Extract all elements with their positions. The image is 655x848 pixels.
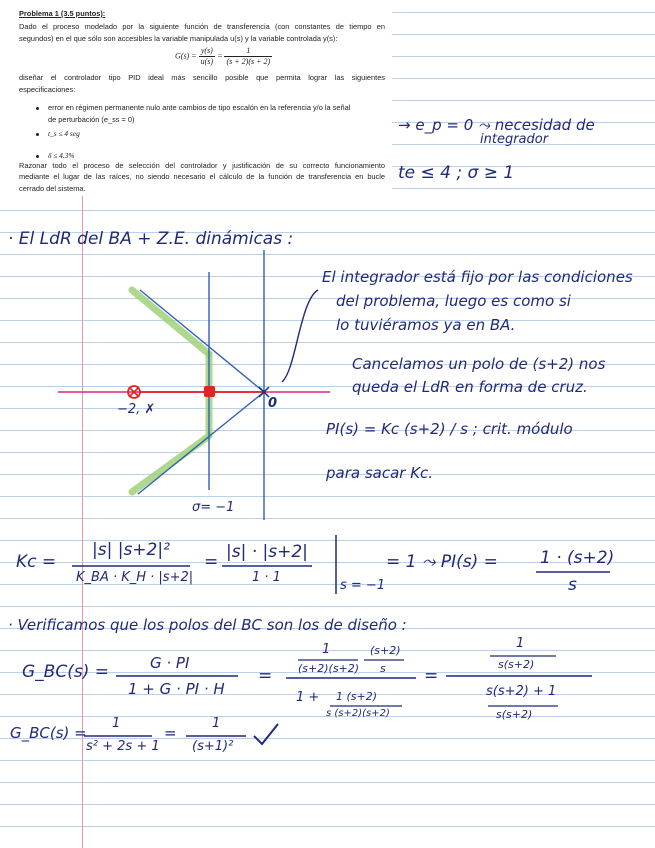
spec-1-line-1: error en régimen permanente nulo ante cambios de tipo escalón en la referencia y/o la señal [48, 103, 351, 112]
spec-2: t_s ≤ 4 seg [48, 129, 80, 138]
final-numerator-2: 1 [212, 716, 221, 731]
label-sigma: σ= −1 [192, 500, 235, 515]
kc-denominator-2: 1 · 1 [252, 570, 281, 585]
kc-denominator-1: K_BA · K_H · |s+2| [76, 570, 194, 585]
heading-verification: · Verificamos que los polos del BC son los de diseño : [8, 616, 407, 634]
reason-line-3: cerrado del sistema. [19, 184, 86, 193]
reason-line-2: mediante el lugar de las raíces, no siendo necesario el cálculo de la función de transferencia en bucle [19, 172, 385, 181]
design-line-1: diseñar el controlador tipo PID ideal más sencillo posible que permita lograr las siguientes [19, 73, 385, 82]
explanation-line-4: Cancelamos un polo de (s+2) nos [352, 355, 606, 373]
reason-line-1: Razonar todo el proceso de selección del controlador y justificación de su correcto funcionamiento [19, 161, 385, 170]
final-lhs: G_BC(s) = [10, 724, 87, 742]
explanation-kc: para sacar Kc. [326, 464, 434, 482]
gbc-equals-2: = [424, 666, 439, 686]
label-minus-two: −2, ✗ [117, 402, 156, 417]
design-point [204, 386, 215, 397]
pi-numerator: 1 · (s+2) [540, 548, 615, 568]
tf-lhs: G(s) = [175, 51, 197, 61]
tf-denominator-2: (s + 2)(s + 2) [226, 57, 271, 66]
explanation-line-3: lo tuviéramos ya en BA. [336, 316, 516, 334]
spec-1-line-2: de perturbación (e_ss = 0) [48, 115, 135, 124]
gbc-n2-b: (s+2)(s+2) [298, 662, 360, 675]
pi-denominator: s [568, 575, 577, 595]
gbc-d3: s(s+2) + 1 [486, 684, 557, 699]
label-origin: 0 [268, 396, 278, 411]
final-numerator-1: 1 [112, 716, 121, 731]
explanation-line-2: del problema, luego es como si [336, 292, 571, 310]
explanation-line-5: queda el LdR en forma de cruz. [352, 378, 588, 396]
gbc-d2: 1 + [296, 690, 320, 705]
kc-equals-1: = [204, 552, 219, 572]
tf-equals: = [217, 51, 223, 61]
tf-numerator-2: 1 [224, 46, 272, 57]
check-mark [254, 724, 278, 744]
rl-branch-highlight-lower [132, 436, 209, 492]
rl-branch-lower [138, 392, 264, 494]
problem-intro-line-2: segundos) en el que sólo son accesibles la variable manipulada u(s) y la variable controlada y(s): [19, 34, 338, 43]
final-equals: = [164, 724, 177, 742]
note-arrow [282, 290, 318, 382]
gbc-numerator: G · PI [150, 654, 190, 672]
kc-numerator-2: |s| · |s+2| [226, 542, 308, 562]
gbc-n2-a: 1 [322, 642, 331, 657]
final-denominator-1: s² + 2s + 1 [86, 739, 160, 754]
kc-lhs: Kc = [16, 552, 57, 572]
tf-denominator-1: u(s) [200, 57, 214, 66]
kc-evaluation: s = −1 [340, 578, 386, 593]
note-integrator: integrador [480, 132, 549, 147]
note-steady-state-error: → e_p = 0 ⤳ necesidad de [398, 116, 595, 134]
problem-title: Problema 1 (3.5 puntos): [19, 9, 106, 18]
problem-intro-line-1: Dado el proceso modelado por la siguiente función de transferencia (con constantes de tiempo en [19, 22, 385, 31]
gbc-equals-1: = [258, 666, 273, 686]
gbc-lhs: G_BC(s) = [22, 662, 109, 682]
rl-branch-highlight-upper [132, 290, 209, 354]
heading-root-locus: · El LdR del BA + Z.E. dinámicas : [8, 229, 294, 249]
kc-numerator-1: |s| |s+2|² [92, 540, 170, 560]
gbc-d2-numerator: 1 (s+2) [336, 690, 378, 703]
tf-numerator-1: y(s) [199, 46, 215, 57]
gbc-denominator: 1 + G · PI · H [128, 680, 225, 698]
gbc-d3-denominator: s(s+2) [496, 708, 533, 721]
rl-branch-upper [140, 290, 264, 392]
final-denominator-2: (s+1)² [192, 739, 234, 754]
gbc-n2-c: (s+2) [370, 644, 401, 657]
explanation-pi: PI(s) = Kc (s+2) / s ; crit. módulo [326, 420, 573, 438]
kc-result: = 1 ⤳ PI(s) = [386, 552, 498, 572]
spec-3: δ ≤ 4.3% [48, 151, 75, 160]
gbc-d2-denominator: s (s+2)(s+2) [326, 708, 390, 719]
gbc-n3-denominator: s(s+2) [498, 658, 535, 671]
note-design-specs: te ≤ 4 ; σ ≥ 1 [398, 163, 515, 183]
design-line-2: especificaciones: [19, 85, 76, 94]
explanation-line-1: El integrador está fijo por las condiciones [322, 268, 633, 286]
gbc-n2-d: s [380, 662, 386, 675]
gbc-n3: 1 [516, 636, 525, 651]
